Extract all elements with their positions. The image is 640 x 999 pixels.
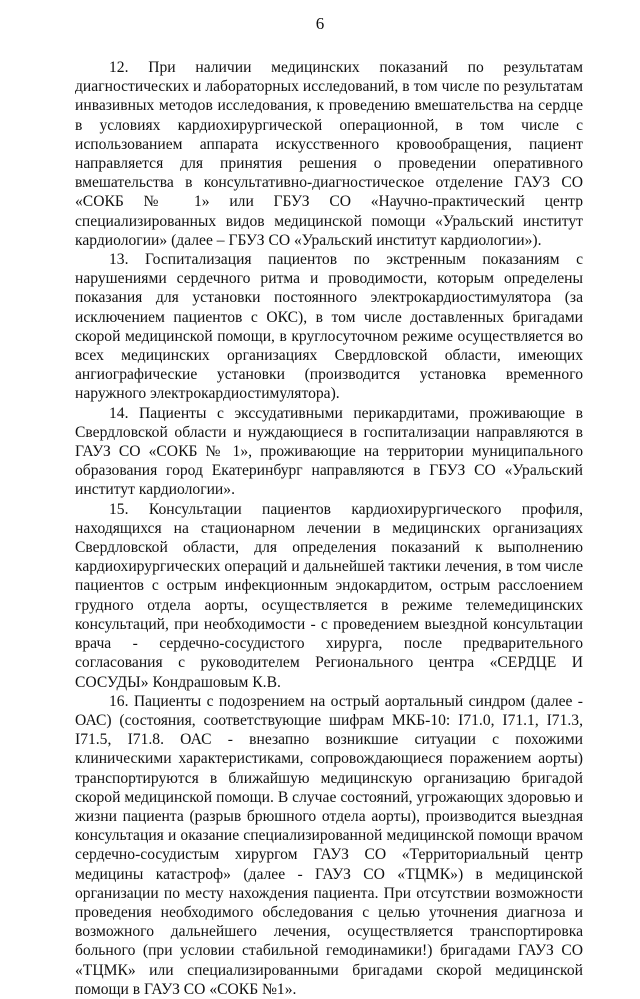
document-body (75, 58, 583, 999)
paragraph-12: 12. При наличии медицинских показаний по результатам диагностических и лабораторных исследований, в том числе по результатам инвазивных методов исследования, к проведению вмешательства на сердце в условиях кардиохирургической операционной, в том числе с использованием аппарата искусственного кровообращения, пациент направляется для принятия решения о проведении оперативного вмешательства в консультативно-диагностическое отделение ГАУЗ СО «СОКБ № 1» или ГБУЗ СО «Научно-практический центр специализированных видов медицинской помощи «Уральский институт кардиологии» (далее – ГБУЗ СО «Уральский институт кардиологии»). (75, 59, 583, 249)
page-number: 6 (315, 14, 325, 33)
paragraph-15: 15. Консультации пациентов кардиохирургического профиля, находящихся на стационарном лечении в медицинских организациях Свердловской области, для определения показаний к выполнению кардиохирургических операций и дальнейшей тактики лечения, в том числе пациентов с острым инфекционным эндокардитом, острым расслоением грудного отдела аорты, осуществляется в режиме телемедицинских консультаций, при необходимости - с проведением выездной консультации врача - сердечно-сосудистого хирурга, после предварительного согласования с руководителем Регионального центра «СЕРДЦЕ И СОСУДЫ» Кондрашовым К.В. (75, 500, 583, 691)
paragraph-14: 14. Пациенты с экссудативными перикардитами, проживающие в Свердловской области и нуждающиеся в госпитализации направляются в ГАУЗ СО «СОКБ № 1», проживающие на территории муниципального образования город Екатеринбург направляются в ГБУЗ СО «Уральский институт кардиологии». (75, 404, 583, 499)
paragraph-13: 13. Госпитализация пациентов по экстренным показаниям с нарушениями сердечного ритма и проводимости, которым определены показания для установки постоянного электрокардиостимулятора (за исключением пациентов с ОКС), в том числе доставленных бригадами скорой медицинской помощи, в круглосуточном режиме осуществляется во всех медицинских организациях Свердловской области, имеющих ангиографические установки (производится установка временного наружного электрокардиостимулятора). (75, 251, 583, 403)
paragraph-16: 16. Пациенты с подозрением на острый аортальный синдром (далее - ОАС) (состояния, соответствующие шифрам МКБ-10: I71.0, I71.1, I71.3, I71.5, I71.8. ОАС - внезапно возникшие ситуации с похожими клиническими характеристиками, сопровождающиеся поражением аорты) транспортируются в ближайшую медицинскую организацию бригадой скорой медицинской помощи. В случае состояний, угрожающих здоровью и жизни пациента (разрыв брюшного отдела аорты), производится выездная консультация и оказание специализированной медицинской помощи врачом сердечно-сосудистым хирургом ГАУЗ СО «Территориальный центр медицины катастроф» (далее - ГАУЗ СО «ТЦМК») в медицинской организации по месту нахождения пациента. При отсутствии возможности проведения необходимого обследования с целью уточнения диагноза и возможного дальнейшего лечения, осуществляется транспортировка больного (при условии стабильной гемодинамики!) бригадами ГАУЗ СО «ТЦМК» или специализированными бригадами скорой медицинской помощи в ГАУЗ СО «СОКБ №1». (75, 692, 583, 998)
